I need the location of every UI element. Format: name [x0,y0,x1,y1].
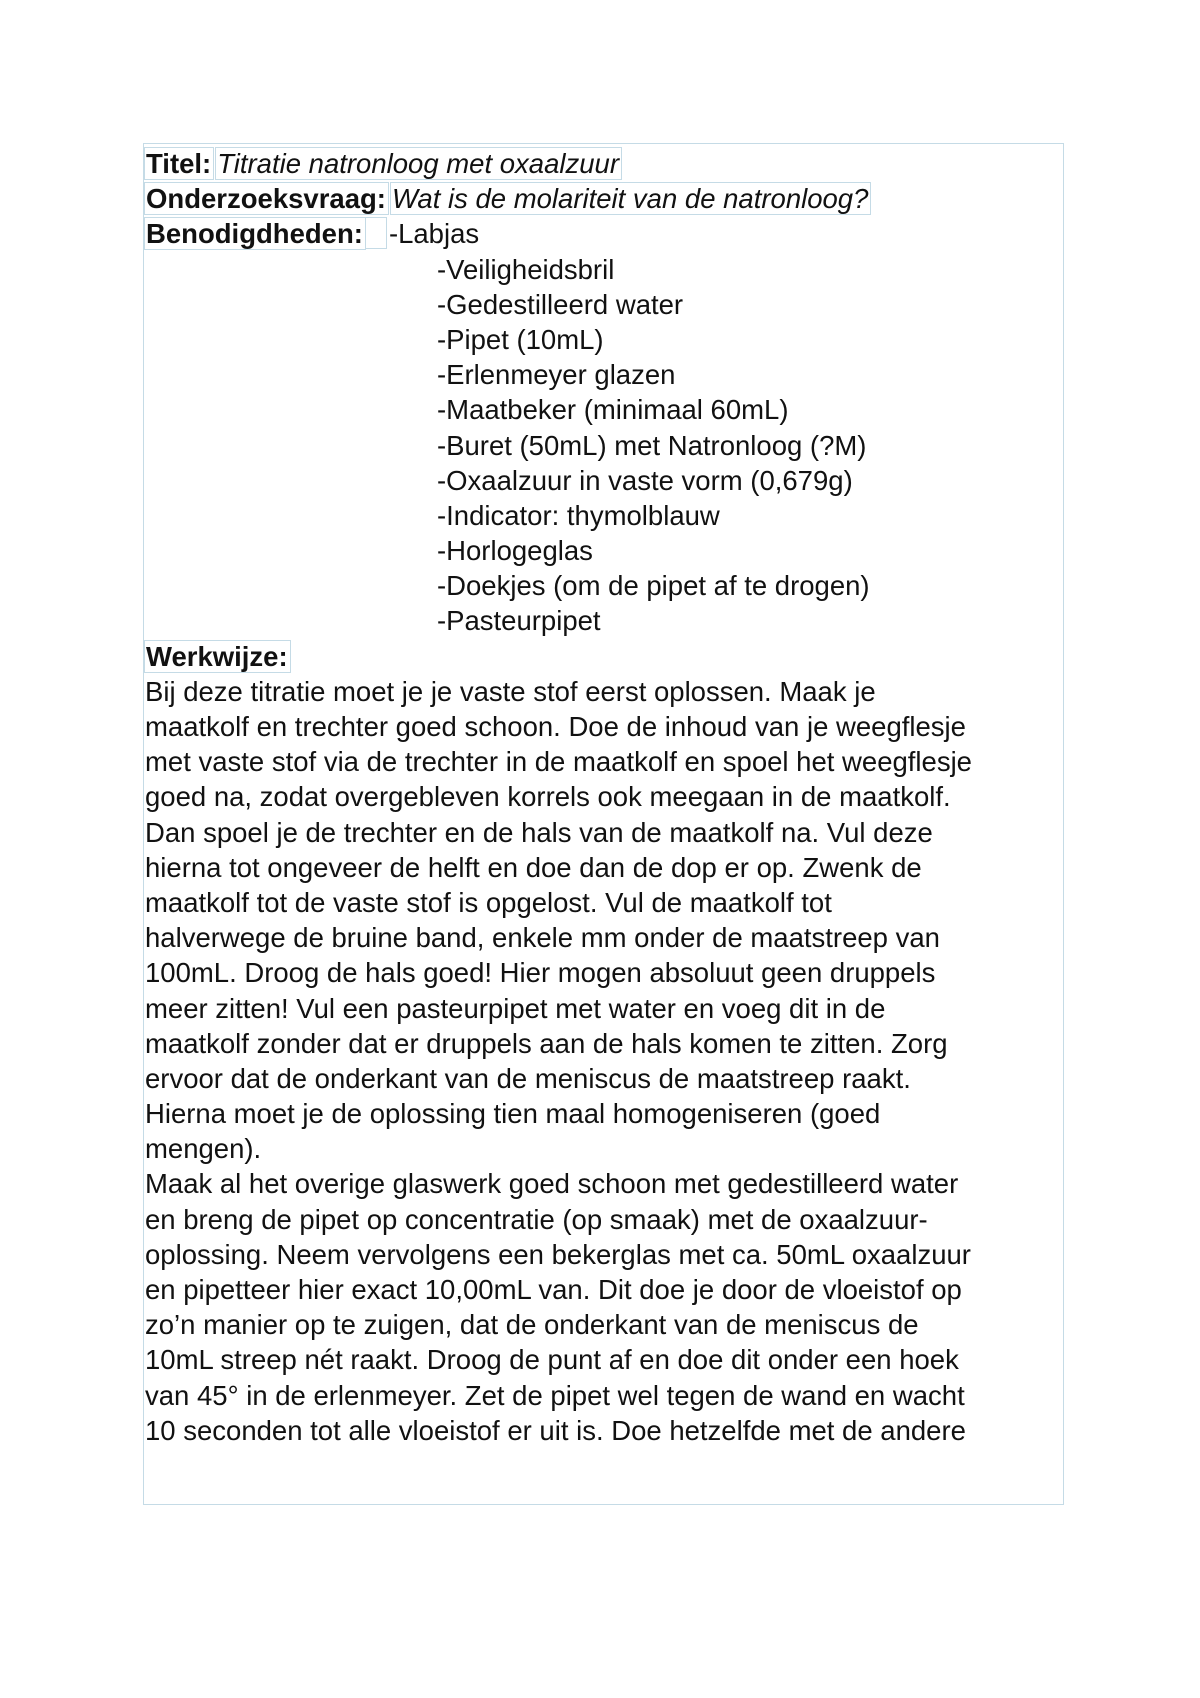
method-line: mengen). [145,1133,262,1165]
method-line: zo’n manier op te zuigen, dat de onderkant van de meniscus de [145,1309,919,1341]
method-line: 100mL. Droog de hals goed! Hier mogen absoluut geen druppels [145,957,936,989]
method-line: maatkolf zonder dat er druppels aan de hals komen te zitten. Zorg [145,1027,948,1059]
method-line: Bij deze titratie moet je je vaste stof eerst oplossen. Maak je [145,675,876,707]
materials-item: -Veiligheidsbril [437,253,615,285]
method-line: Maak al het overige glaswerk goed schoon met gedestilleerd water [145,1168,959,1200]
tab-gap [365,217,387,249]
method-line: en pipetteer hier exact 10,00mL van. Dit doe je door de vloeistof op [145,1274,962,1305]
materials-item: -Labjas [388,218,480,250]
materials-item: -Gedestilleerd water [437,288,684,320]
document-content [145,146,1062,1448]
question-label: Onderzoeksvraag: [144,182,389,215]
method-line: met vaste stof via de trechter in de maatkolf en spoel het weegflesje [145,746,972,778]
materials-label: Benodigdheden: [144,217,366,250]
method-line: en breng de pipet op concentratie (op smaak) met de oxaalzuur- [145,1203,928,1235]
title-value: Titratie natronloog met oxaalzuur [215,147,622,180]
materials-item: -Oxaalzuur in vaste vorm (0,679g) [437,464,853,496]
method-line: 10 seconden tot alle vloeistof er uit is. Doe hetzelfde met de andere [145,1414,966,1446]
method-line: halverwege de bruine band, enkele mm onder de maatstreep van [145,922,940,954]
materials-item: -Maatbeker (minimaal 60mL) [437,394,789,426]
method-line: 10mL streep nét raakt. Droog de punt af en doe dit onder een hoek [145,1344,959,1376]
method-line: goed na, zodat overgebleven korrels ook meegaan in de maatkolf. [145,781,951,813]
method-line: van 45° in de erlenmeyer. Zet de pipet wel tegen de wand en wacht [145,1379,965,1411]
method-line: ervoor dat de onderkant van de meniscus de maatstreep raakt. [145,1062,911,1094]
title-label: Titel: [144,147,214,180]
method-line: maatkolf tot de vaste stof is opgelost. Vul de maatkolf tot [145,886,832,918]
title-row [145,146,1062,181]
method-line: hierna tot ongeveer de helft en doe dan de dop er op. Zwenk de [145,851,922,883]
materials-item: -Pasteurpipet [437,605,601,637]
materials-item: -Horlogeglas [437,535,593,567]
materials-row [145,216,1062,251]
materials-item: -Buret (50mL) met Natronloog (?M) [437,429,867,461]
materials-item: -Erlenmeyer glazen [437,359,676,391]
method-heading-row [145,639,1062,674]
materials-item: -Doekjes (om de pipet af te drogen) [437,570,870,602]
method-line: Dan spoel je de trechter en de hals van de maatkolf na. Vul deze [145,816,933,848]
method-line: oplossing. Neem vervolgens een bekerglas met ca. 50mL oxaalzuur [145,1238,971,1270]
method-line: Hierna moet je de oplossing tien maal homogeniseren (goed [145,1098,881,1130]
method-line: meer zitten! Vul een pasteurpipet met water en voeg dit in de [145,992,886,1024]
method-line: maatkolf en trechter goed schoon. Doe de inhoud van je weegflesje [145,711,966,742]
question-value: Wat is de molariteit van de natronloog? [390,182,871,215]
materials-item: -Pipet (10mL) [437,323,604,355]
method-label: Werkwijze: [144,640,291,673]
materials-item: -Indicator: thymolblauw [437,499,720,531]
method-paragraph [145,674,1062,1448]
question-row [145,181,1062,216]
